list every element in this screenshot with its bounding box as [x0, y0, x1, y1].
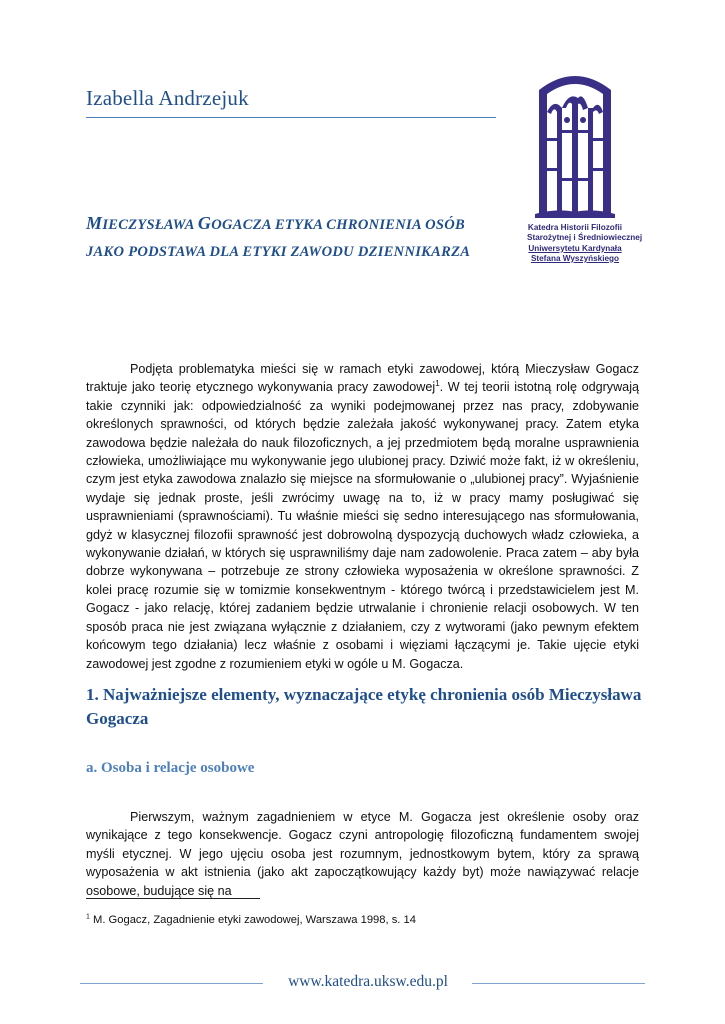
article-title: MIECZYSŁAWA GOGACZA ETYKA CHRONIENIA OSÓB JAKO PODSTAWA DLA ETYKI ZAWODU DZIENNIKARZA [86, 213, 506, 261]
footnote-ref[interactable]: 1 [435, 379, 440, 389]
section-1-heading: 1. Najważniejsze elementy, wyznaczające etykę chronienia osób Mieczysława Gogacza [86, 685, 642, 728]
gothic-window-icon [533, 68, 617, 218]
author-name: Izabella Andrzejuk [86, 86, 249, 110]
footnote: $^1$ M. Gogacz, Zagadnienie etyki zawodowej, Warszawa 1998, s. 14 [86, 913, 416, 926]
footer-url-link[interactable]: www.katedra.uksw.edu.pl [288, 973, 448, 990]
footer-rule-left [80, 983, 263, 984]
subsection-a-heading: a. Osoba i relacje osobowe [86, 760, 255, 776]
footer-rule-right [472, 983, 645, 984]
logo-line-4: Stefana Wyszyńskiego [530, 253, 620, 263]
logo-line-3: Uniwersytetu Kardynała [528, 243, 622, 253]
logo-line-1: Katedra Historii Filozofii [527, 223, 623, 232]
subsection-a-paragraph: Pierwszym, ważnym zagadnieniem w etyce M. Gogacza jest określenie osoby oraz wynikające z tego konsekwencje. Gogacz czyni antropologię filozoficzną fundamentem swojej myśli etycznej. W jego ujęciu osoba jest rozumnym, jednostkowym bytem, który za sprawą wyposażenia w akt istnienia (jako akt zapoczątkowujący każdy byt) może nawiązywać relacje osobowe, budujące się na [86, 810, 639, 898]
page-footer [80, 973, 645, 993]
author-underline [86, 117, 496, 118]
footnote-separator [86, 898, 260, 899]
logo-line-2: Starożytnej i Średniowiecznej [527, 233, 643, 243]
intro-paragraph: Podjęta problematyka mieści się w ramach etyki zawodowej, którą Mieczysław Gogacz traktuje jako teorię etycznego wykonywania pracy zawodowej$^1$. W tej teorii istotną rolę odgrywają takie czynniki jak: odpowiedzialność za wyniki podejmowanej przez nas pracy, zdobywanie określonych sprawności, od których będzie zależała jakość wykonywanej pracy. Zatem etyka zawodowa będzie należała do nauk filozoficznych, a jej przedmiotem będą moralne usprawnienia człowieka, umożliwiające mu wykonywanie jego ulubionej pracy. Dziwić może fakt, iż w określeniu, czym jest etyka zawodowa znalazło się miejsce na sformułowanie o „ulubionej pracy”. Wyjaśnienie wydaje się jednak proste, jeśli zwrócimy uwagę na to, iż w pracy mamy posługiwać się usprawnieniami (sprawnościami). Tu właśnie mieści się sedno interesującego nas sformułowania, gdyż w klasycznej filozofii sprawność jest dobrowolną dyspozycją duchowych władz człowieka, a wykonywanie działań, w których się usprawniliśmy daje nam zadowolenie. Praca zatem – aby była dobrze wykonywana – potrzebuje ze strony człowieka wyposażenia w określone sprawności. Z kolei pracę rozumie się w tomizmie konsekwentnym - którego twórcą i przedstawicielem jest M. Gogacz - jako relację, której zadaniem będzie utrwalanie i chronienie relacji osobowych. W ten sposób praca nie jest związana wyłącznie z działaniem, czy z wytworami (jako pewnym efektem końcowym tego działania) lecz właśnie z osobami i więziami łączącymi je. Takie ujęcie etyki zawodowej jest zgodne z rozumieniem etyki w ogóle u M. Gogacza. [86, 362, 639, 671]
department-logo [527, 68, 643, 278]
article-subtitle: JAKO PODSTAWA DLA ETYKI ZAWODU DZIENNIKARZA [86, 244, 471, 260]
